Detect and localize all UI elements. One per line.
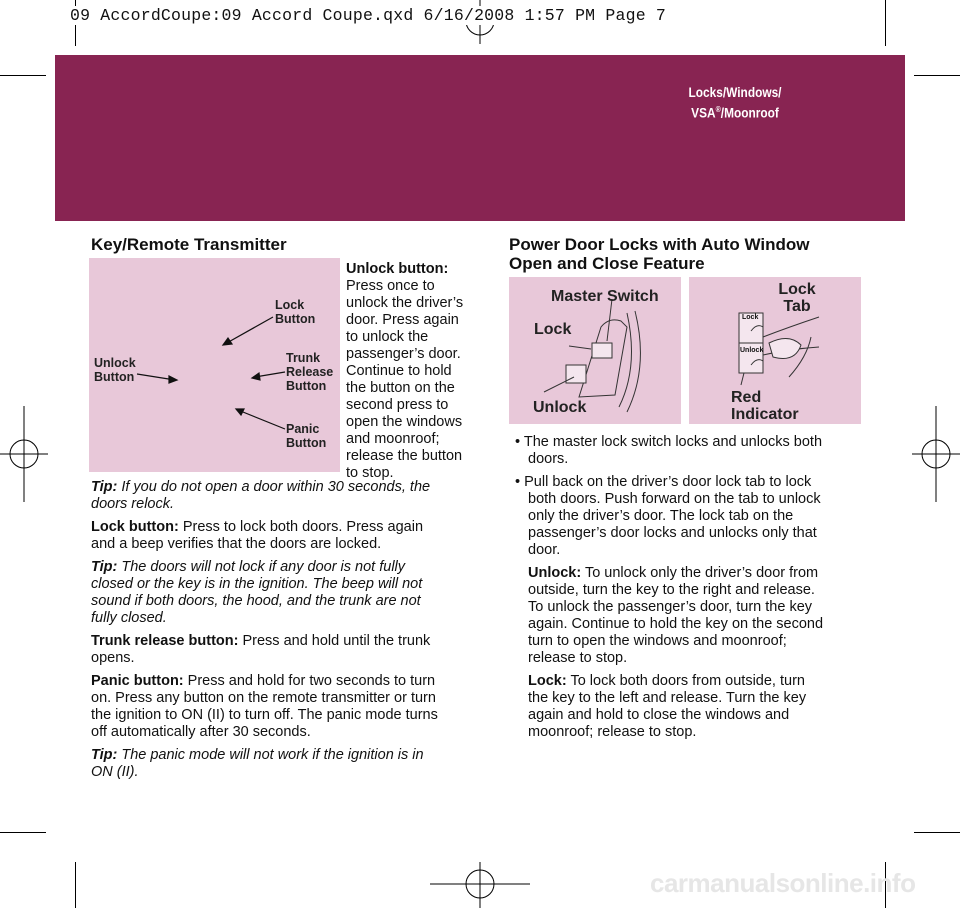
text-line: off automatically after 30 seconds.: [91, 724, 311, 740]
text-line: door. Press again: [346, 312, 459, 328]
power-door-locks-heading: [509, 235, 810, 273]
text-line: both doors. Push forward on the tab to unlock: [528, 491, 821, 507]
lock-button-callout: [275, 298, 315, 326]
trunk-release-callout: [286, 351, 333, 393]
text-line: the button on the: [346, 380, 455, 396]
text-line: passenger’s door locks and unlocks only that: [528, 525, 817, 541]
text-line: Press and hold for two seconds to turn: [183, 673, 436, 689]
text-line: to stop.: [346, 465, 394, 481]
bullet-master-lock: • The master lock switch locks and unlocks both doors.: [515, 434, 823, 467]
text-line: Continue to hold: [346, 363, 452, 379]
text-line: sound if both doors, the hood, and the trunk are not: [91, 593, 421, 609]
text-line: Press and hold until the trunk: [238, 633, 431, 649]
tip-label: Tip:: [91, 559, 118, 575]
text-line: fully closed.: [91, 610, 167, 626]
callout-line: Lock: [275, 298, 305, 312]
callout-line: Trunk: [286, 351, 321, 365]
callout-line: Button: [286, 379, 327, 393]
text-line: release to stop.: [528, 650, 628, 666]
lock-button-label: Lock button:: [91, 519, 179, 535]
unlock-button-callout: [94, 356, 136, 384]
section-title: [651, 84, 818, 122]
left-body-text: [91, 479, 486, 787]
text-line: doors relock.: [91, 496, 175, 512]
lock-label: Lock: [534, 321, 572, 338]
lock-button-paragraph: [91, 519, 486, 553]
tip-label: Tip:: [91, 479, 118, 495]
lock-key-paragraph: [510, 673, 880, 741]
master-switch-photo: [509, 277, 681, 424]
text-line: release the button: [346, 448, 463, 464]
text-line: only the driver’s door. The lock tab on the: [528, 508, 794, 524]
text-line: the ignition to ON (II) to turn off. The panic mode turns: [91, 707, 438, 723]
callout-line: Panic: [286, 422, 320, 436]
text-line: To lock both doors from outside, turn: [566, 673, 805, 689]
text-line: the key to the left and release. Turn the key: [528, 690, 807, 706]
registered-mark: ®: [715, 105, 721, 114]
section-title-line2: [651, 101, 818, 122]
unlock-button-label: Unlock button:: [346, 261, 449, 277]
unlock-key-paragraph: [510, 565, 880, 667]
label-line: Indicator: [731, 406, 799, 423]
lock-label-text: Lock:: [528, 673, 567, 689]
master-switch-label: Master Switch: [551, 288, 659, 305]
text-line: door.: [528, 542, 561, 558]
panic-button-paragraph: [91, 673, 486, 741]
text-line: The panic mode will not work if the ignition is in: [117, 747, 424, 763]
text-line: again. Continue to hold the key on the second: [528, 616, 824, 632]
text-line: on. Press any button on the remote transmitter or turn: [91, 690, 436, 706]
text-line: The master lock switch locks and unlocks both: [523, 434, 823, 450]
callout-line: Button: [94, 370, 135, 384]
text-line: unlock the driver’s: [346, 295, 464, 311]
text-line: Press to lock both doors. Press again: [178, 519, 424, 535]
text-line: doors.: [528, 451, 569, 467]
label-line: Lock: [778, 281, 816, 298]
bullet-lock-tab: • Pull back on the driver’s door lock tab to lock both doors. Push forward on the tab to unlock only the driver’s door. The lock tab on the passenger’s door locks and unlocks only that door.: [515, 474, 821, 558]
unlock-small-label: Unlock: [740, 347, 764, 354]
remote-transmitter-photo: [89, 258, 340, 472]
watermark: carmanualsonline.info: [650, 868, 916, 898]
text-line: outside, turn the key to the right and release.: [528, 582, 815, 598]
text-line: To unlock only the driver’s door from: [581, 565, 819, 581]
heading-line: Power Door Locks with Auto Window: [509, 235, 810, 254]
text-line: To unlock the passenger’s door, turn the key: [528, 599, 813, 615]
right-body-text: [510, 434, 880, 741]
section-banner: [55, 55, 905, 221]
panic-button-callout: [286, 422, 326, 450]
tip-panic-mode: [91, 747, 486, 781]
callout-line: Button: [275, 312, 316, 326]
vsa-text: VSA: [691, 105, 716, 121]
trunk-release-paragraph: [91, 633, 486, 667]
text-line: and moonroof;: [346, 431, 440, 447]
lock-tab-photo: [689, 277, 861, 424]
text-line: The doors will not lock if any door is not fully: [117, 559, 406, 575]
callout-line: Release: [286, 365, 334, 379]
panic-button-label: Panic button:: [91, 673, 184, 689]
callout-line: Unlock: [94, 356, 136, 370]
text-line: moonroof; release to stop.: [528, 724, 697, 740]
text-line: opens.: [91, 650, 135, 666]
print-slug: 09 AccordCoupe:09 Accord Coupe.qxd 6/16/2008 1:57 PM Page 7: [66, 6, 670, 25]
tip-label: Tip:: [91, 747, 118, 763]
tip-door-lock: [91, 559, 486, 627]
text-line: Pull back on the driver’s door lock tab to lock: [524, 474, 812, 490]
text-line: second press to: [346, 397, 449, 413]
text-line: closed or the key is in the ignition. The beep will not: [91, 576, 423, 592]
text-line: ON (II).: [91, 764, 139, 780]
label-line: Tab: [783, 298, 811, 315]
unlock-label-text: Unlock:: [528, 565, 582, 581]
lock-tab-label: [777, 281, 817, 315]
heading-line: Open and Close Feature: [509, 254, 705, 273]
text-line: to unlock the: [346, 329, 429, 345]
key-remote-heading: Key/Remote Transmitter: [91, 235, 287, 254]
label-line: Red: [731, 389, 762, 406]
text-line: If you do not open a door within 30 seconds, the: [121, 479, 431, 495]
text-line: Press once to: [346, 278, 435, 294]
lock-small-label: Lock: [742, 314, 759, 321]
callout-line: Button: [286, 436, 327, 450]
text-line: again and hold to close the windows and: [528, 707, 790, 723]
tip-relock: [91, 479, 486, 513]
trunk-release-label: Trunk release button:: [91, 633, 239, 649]
text-line: and a beep verifies that the doors are locked.: [91, 536, 382, 552]
red-indicator-label: [731, 389, 799, 423]
section-title-line1: Locks/Windows/: [688, 85, 782, 100]
unlock-button-description: [346, 261, 486, 482]
moonroof-text: /Moonroof: [720, 105, 779, 121]
text-line: turn to open the windows and moonroof;: [528, 633, 787, 649]
text-line: passenger’s door.: [346, 346, 461, 362]
text-line: open the windows: [346, 414, 463, 430]
unlock-label: Unlock: [533, 399, 587, 416]
